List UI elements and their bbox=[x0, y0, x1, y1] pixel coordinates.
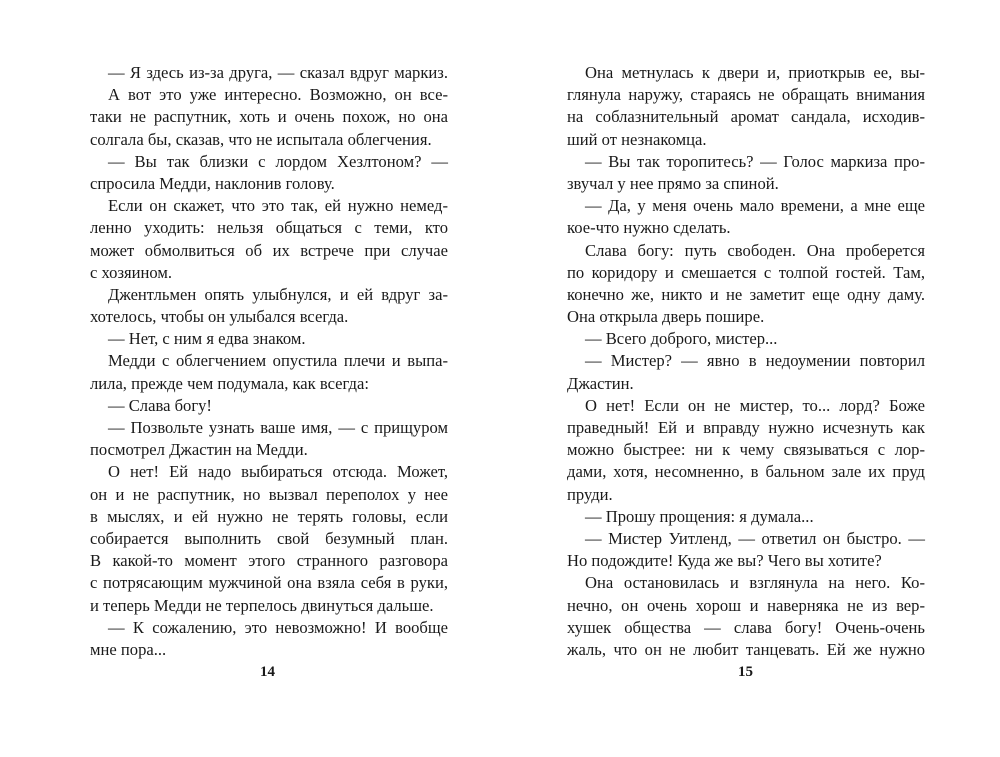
text-line: ленно уходить: нельзя общаться с теми, кто bbox=[90, 218, 448, 238]
text-line: праведный! Ей и вправду нужно исчезнуть как bbox=[567, 418, 925, 437]
text-line: кое-что нужно сделать. bbox=[567, 218, 731, 238]
text-line: — Всего доброго, мистер... bbox=[585, 329, 778, 349]
text-line: — Мистер? — явно в недоумении повторил bbox=[585, 351, 925, 371]
text-line: ший от незнакомца. bbox=[567, 129, 707, 149]
text-line: Слава богу: путь свободен. Она проберется bbox=[585, 240, 925, 260]
text-line: — Вы так близки с лордом Хезлтоном? — bbox=[108, 151, 448, 171]
text-line: Но подождите! Куда же вы? Чего вы хотите? bbox=[567, 551, 882, 571]
text-line: Если он скажет, что это так, ей нужно немед- bbox=[108, 196, 448, 216]
text-line: таки не распутник, хоть и очень похож, но она bbox=[90, 107, 448, 127]
text-line: хотелось, чтобы он улыбался всегда. bbox=[90, 307, 349, 327]
text-line: с потрясающим мужчиной она взяла себя в руки, bbox=[90, 573, 448, 593]
text-line: — Нет, с ним я едва знаком. bbox=[108, 329, 306, 349]
text-line: может обмолвиться об их встрече при случае bbox=[90, 240, 448, 260]
text-line: Джастин. bbox=[567, 373, 634, 393]
text-line: — Вы так торопитесь? — Голос маркиза про- bbox=[585, 151, 925, 171]
text-line: Она открыла дверь пошире. bbox=[567, 307, 765, 327]
text-line: жаль, что он не любит танцевать. Ей же нужно bbox=[567, 639, 925, 659]
text-line: звучал у нее прямо за спиной. bbox=[567, 173, 779, 193]
text-line: посмотрел Джастин на Медди. bbox=[90, 440, 308, 460]
right-page-text bbox=[567, 62, 925, 661]
text-line: Джентльмен опять улыбнулся, и ей вдруг за- bbox=[108, 284, 448, 304]
text-line: — Да, у меня очень мало времени, а мне еще bbox=[585, 196, 925, 216]
text-line: О нет! Ей надо выбираться отсюда. Может, bbox=[108, 462, 448, 482]
text-line: хушек общества — слава богу! Очень-очень bbox=[567, 617, 925, 637]
text-line: с хозяином. bbox=[90, 262, 173, 282]
text-line: — Мистер Уитленд, — ответил он быстро. — bbox=[585, 528, 925, 548]
text-line: конечно же, никто и не заметит еще одну даму. bbox=[567, 284, 925, 304]
text-line: и теперь Медди не терпелось двинуться дальше. bbox=[90, 595, 434, 615]
text-line: О нет! Если он не мистер, то... лорд? Боже bbox=[585, 395, 925, 415]
text-line: А вот это уже интересно. Возможно, он все- bbox=[108, 85, 448, 105]
text-line: — Позвольте узнать ваше имя, — с прищуром bbox=[108, 418, 448, 437]
text-line: по коридору и смешается с толпой гостей. Там, bbox=[567, 262, 925, 282]
text-line: — Слава богу! bbox=[108, 395, 212, 415]
text-line: глянула наружу, стараясь не обращать внимания bbox=[567, 85, 925, 105]
text-line: Она остановилась и взглянула на него. Ко- bbox=[585, 573, 925, 593]
text-line: дами, хотя, несомненно, в бальном зале их пруд bbox=[567, 462, 925, 482]
text-line: мне пора... bbox=[90, 639, 167, 659]
text-line: пруди. bbox=[567, 484, 613, 504]
text-line: на соблазнительный аромат сандала, исходив- bbox=[567, 107, 925, 127]
text-line: — Прошу прощения: я думала... bbox=[585, 506, 814, 526]
text-line: нечно, он очень хорош и наверняка не из вер- bbox=[567, 595, 925, 615]
left-page-text bbox=[90, 62, 448, 661]
text-line: в мыслях, и ей нужно не терять головы, если bbox=[90, 506, 448, 526]
text-line: Она метнулась к двери и, приоткрыв ее, вы- bbox=[585, 63, 925, 82]
text-line: лила, прежде чем подумала, как всегда: bbox=[90, 373, 369, 393]
text-line: он и не распутник, но вызвал переполох у нее bbox=[90, 484, 448, 504]
text-line: солгала бы, сказав, что не испытала облегчения. bbox=[90, 129, 432, 149]
text-line: спросила Медди, наклонив голову. bbox=[90, 173, 335, 193]
text-line: — Я здесь из-за друга, — сказал вдруг маркиз. bbox=[108, 63, 448, 82]
text-line: Медди с облегчением опустила плечи и выпа- bbox=[108, 351, 448, 371]
left-page-number: 14 bbox=[260, 664, 275, 680]
text-line: можно быстрее: ни к чему связываться с лор- bbox=[567, 440, 925, 460]
text-line: В какой-то момент этого странного разговора bbox=[90, 551, 448, 571]
text-line: собирается выполнить свой безумный план. bbox=[90, 528, 448, 548]
right-page-number: 15 bbox=[738, 664, 753, 680]
text-line: — К сожалению, это невозможно! И вообще bbox=[108, 617, 448, 637]
